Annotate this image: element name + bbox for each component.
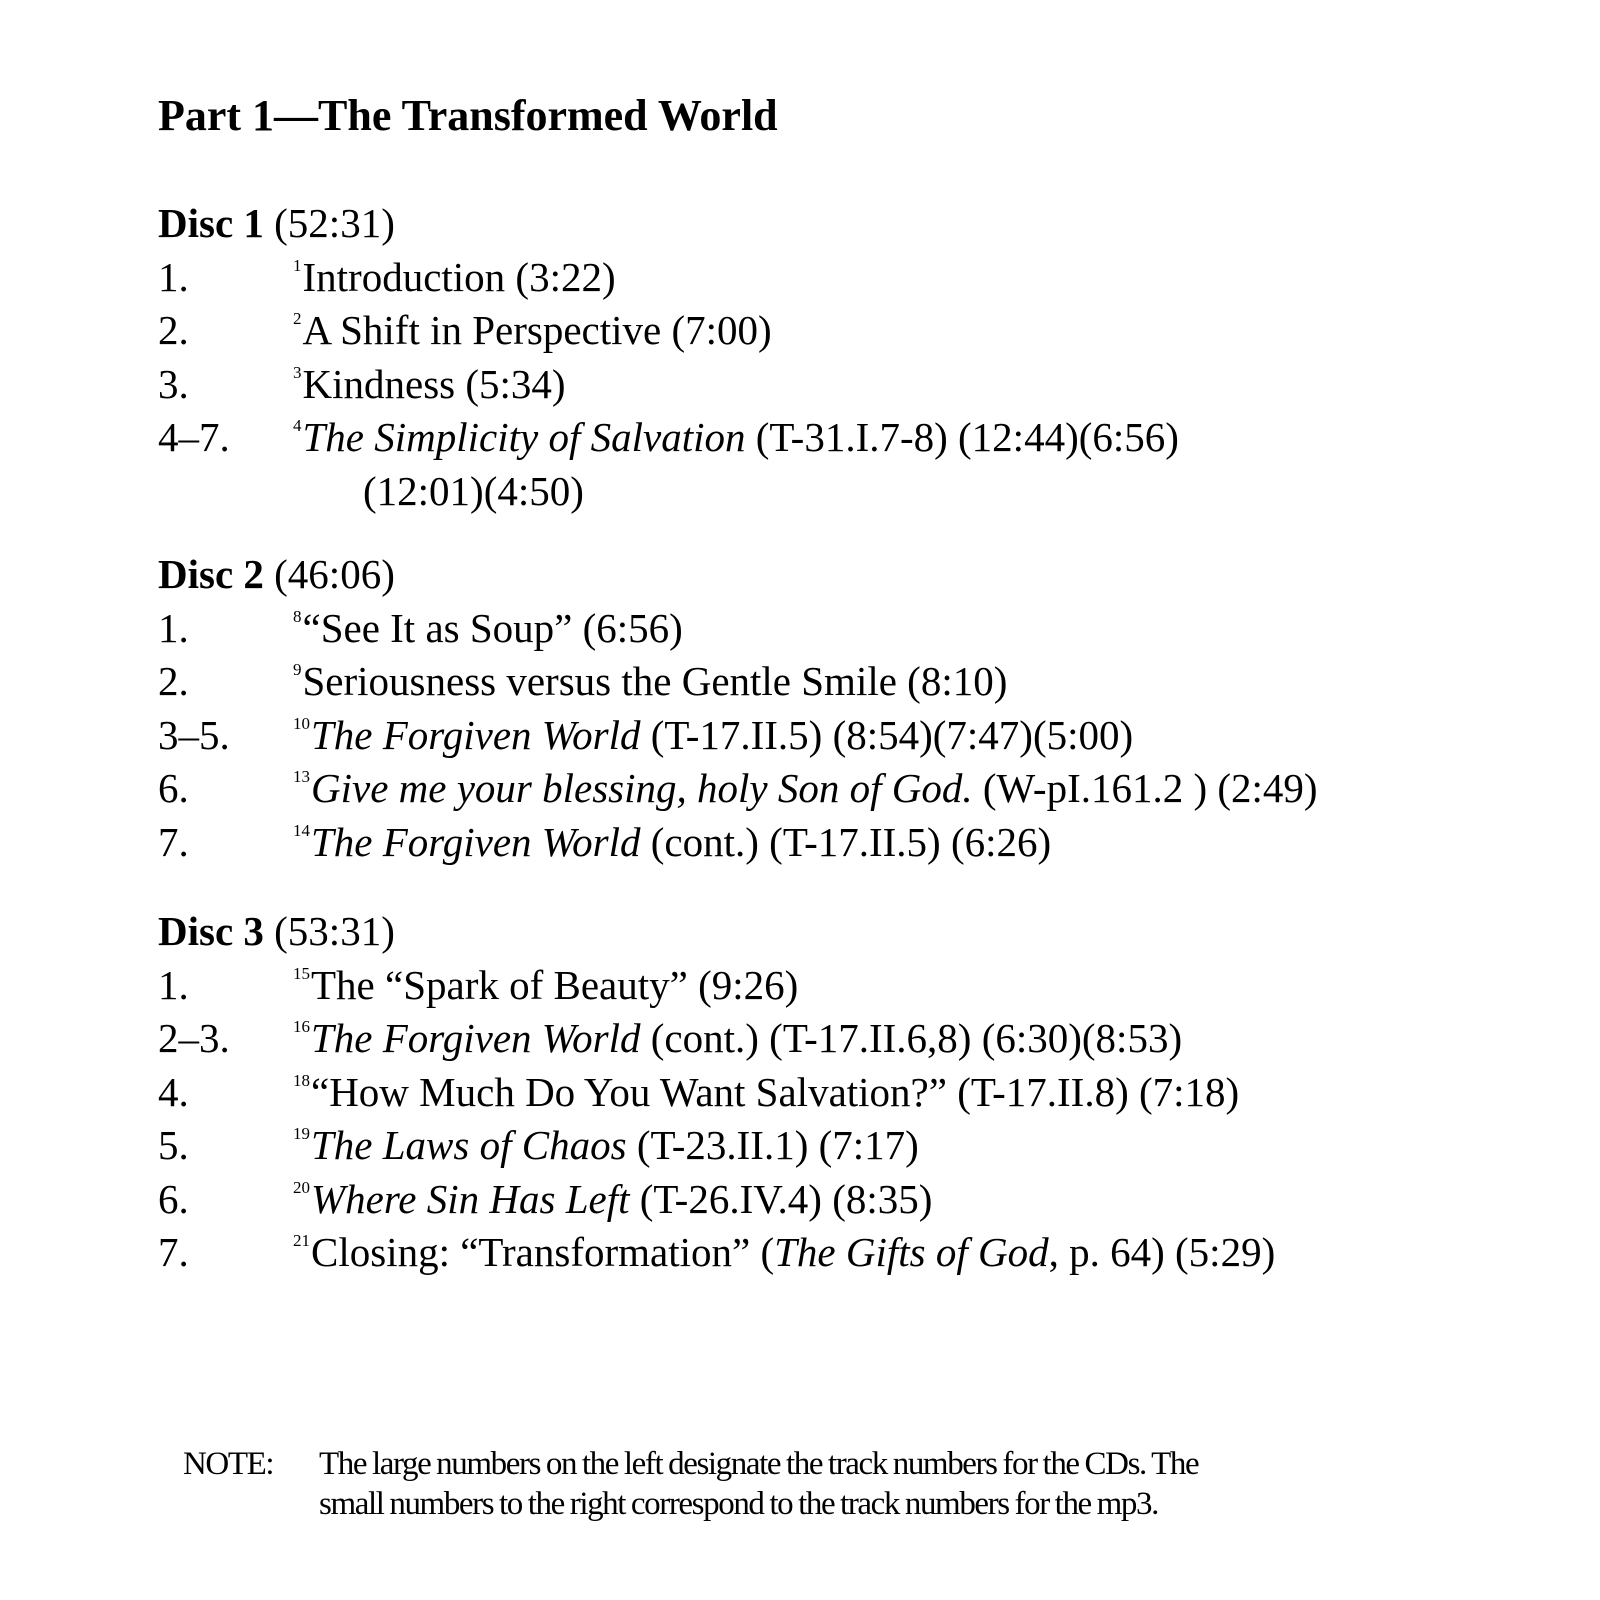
track-title-prefix: Closing: “Transformation” (: [311, 1229, 775, 1275]
note-line: small numbers to the right correspond to the track numbers for the mp3.: [319, 1486, 1158, 1522]
mp3-track-number: 4: [293, 416, 302, 435]
cd-track-number: 7.: [158, 818, 189, 865]
track-details: (T-23.II.1) (7:17): [626, 1122, 919, 1168]
track-title-italic: Give me your blessing, holy Son of God.: [311, 765, 973, 811]
track-title-italic: Where Sin Has Left: [311, 1175, 630, 1222]
cd-track-number: 2.: [158, 658, 189, 704]
page-title: Part 1—The Transformed World: [158, 91, 778, 140]
cd-track-number: 1.: [158, 961, 189, 1008]
cd-track-number: 5.: [158, 1122, 189, 1168]
cd-track-number: 7.: [158, 1229, 189, 1275]
cd-track-number: 4–7.: [158, 414, 230, 460]
track-row: [158, 1173, 1275, 1227]
track-title: Introduction (3:22): [302, 253, 616, 300]
track-row: [158, 1012, 1275, 1066]
track-row: [158, 411, 1179, 465]
track-row: [158, 251, 1179, 305]
track-title: Kindness (5:34): [302, 360, 566, 407]
disc-label: Disc 3: [158, 908, 264, 954]
mp3-track-number: 14: [293, 820, 310, 840]
mp3-track-number: 2: [293, 309, 302, 328]
track-row: [158, 959, 1275, 1013]
track-continuation: (12:01)(4:50): [363, 467, 584, 514]
track-title: The “Spark of Beauty” (9:26): [311, 961, 799, 1008]
track-details: (cont.) (T-17.II.6,8) (6:30)(8:53): [640, 1015, 1183, 1061]
cd-track-number: 4.: [158, 1068, 189, 1115]
note-line: The large numbers on the left designate the track numbers for the CDs. The: [319, 1446, 1199, 1482]
mp3-track-number: 18: [293, 1070, 310, 1090]
cd-track-number: 3.: [158, 360, 189, 407]
track-details: (T-31.I.7-8) (12:44)(6:56): [745, 414, 1179, 460]
disc-section: [158, 197, 1179, 518]
note-text: [319, 1444, 1549, 1524]
track-title: A Shift in Perspective (7:00): [302, 307, 772, 353]
track-row: [158, 1119, 1275, 1173]
track-row: [158, 816, 1318, 870]
disc-label: Disc 1: [158, 200, 264, 246]
track-title-italic: The Laws of Chaos: [311, 1122, 627, 1168]
disc-section: [158, 905, 1275, 1280]
cd-track-number: 2.: [158, 307, 189, 353]
track-details: , p. 64) (5:29): [1048, 1229, 1276, 1275]
track-row: [158, 1066, 1275, 1120]
track-title-italic: The Forgiven World: [311, 818, 641, 865]
track-row: [158, 762, 1318, 816]
track-row: [158, 602, 1318, 656]
track-title: “How Much Do You Want Salvation?” (T-17.II.8) (7:18): [311, 1068, 1240, 1115]
mp3-track-number: 20: [293, 1177, 310, 1197]
mp3-track-number: 9: [293, 660, 302, 679]
track-title-italic: The Gifts of God: [774, 1229, 1049, 1275]
mp3-track-number: 13: [293, 767, 310, 786]
disc-heading: [158, 548, 1318, 602]
track-details: (W-pI.161.2 ) (2:49): [972, 765, 1318, 811]
track-details: (T-26.IV.4) (8:35): [629, 1175, 933, 1222]
track-row: [158, 709, 1318, 763]
cd-track-number: 3–5.: [158, 711, 230, 758]
disc-heading: [158, 197, 1179, 251]
track-row: [158, 655, 1318, 709]
mp3-track-number: 16: [293, 1017, 310, 1036]
mp3-track-number: 8: [293, 606, 302, 626]
disc-section: [158, 548, 1318, 869]
cd-track-number: 1.: [158, 253, 189, 300]
mp3-track-number: 19: [293, 1124, 310, 1143]
disc-duration: (53:31): [274, 908, 395, 954]
cd-track-number: 6.: [158, 1175, 189, 1222]
track-title-italic: The Forgiven World: [311, 711, 641, 758]
track-row: [158, 304, 1179, 358]
track-title: Seriousness versus the Gentle Smile (8:10): [302, 658, 1008, 704]
track-title: “See It as Soup” (6:56): [302, 604, 683, 651]
track-details: (T-17.II.5) (8:54)(7:47)(5:00): [640, 711, 1134, 758]
track-row: [158, 358, 1179, 412]
track-title-italic: The Forgiven World: [311, 1015, 641, 1061]
track-details: (cont.) (T-17.II.5) (6:26): [640, 818, 1052, 865]
disc-heading: [158, 905, 1275, 959]
disc-duration: (52:31): [274, 200, 395, 246]
mp3-track-number: 21: [293, 1231, 310, 1250]
mp3-track-number: 10: [293, 713, 310, 733]
note-label: NOTE:: [183, 1446, 274, 1482]
disc-label: Disc 2: [158, 551, 264, 597]
cd-track-number: 6.: [158, 765, 189, 811]
cd-track-number: 1.: [158, 604, 189, 651]
mp3-track-number: 15: [293, 963, 310, 983]
footnote: [183, 1444, 1549, 1524]
disc-duration: (46:06): [274, 551, 395, 597]
track-title-italic: The Simplicity of Salvation: [302, 414, 746, 460]
track-row: [158, 1226, 1275, 1280]
mp3-track-number: 3: [293, 362, 302, 382]
cd-track-number: 2–3.: [158, 1015, 230, 1061]
mp3-track-number: 1: [293, 255, 302, 275]
